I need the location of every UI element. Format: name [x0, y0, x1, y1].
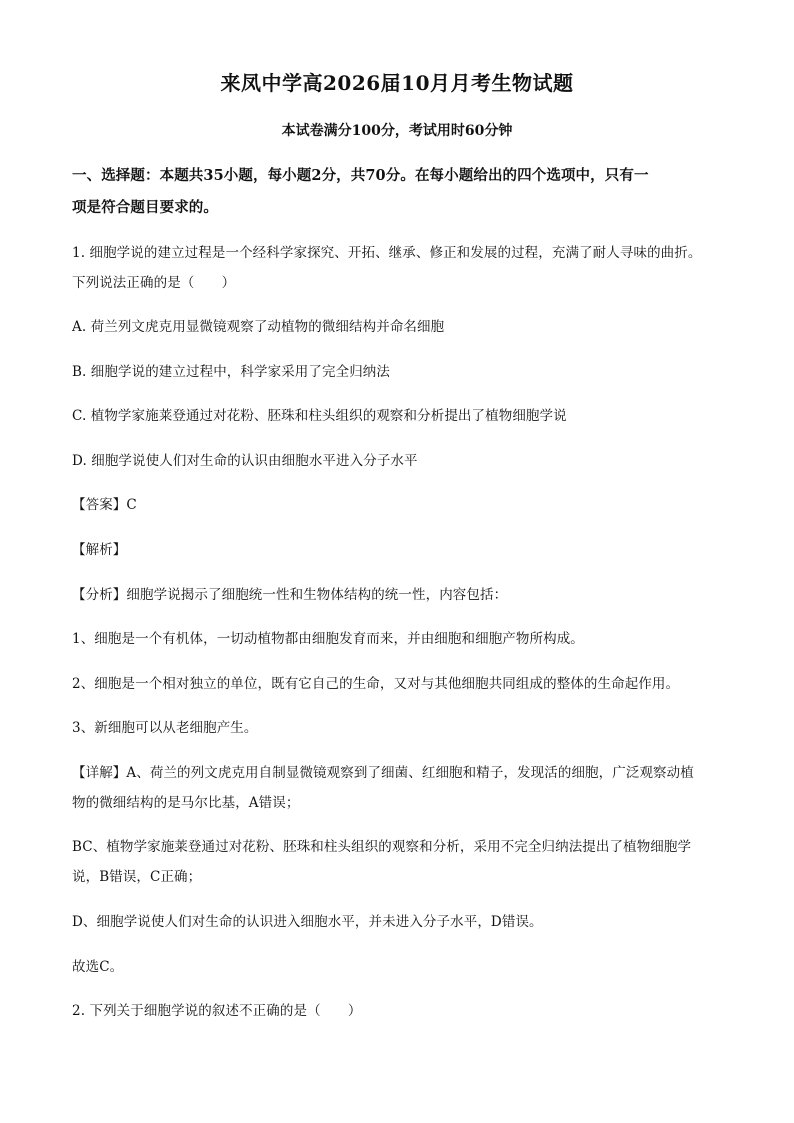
q1-detail-line-4: 说，B错误，C正确；	[72, 869, 202, 885]
section-heading-line-2: 项是符合题目要求的。	[72, 199, 218, 216]
q1-answer: 【答案】C	[72, 497, 137, 513]
q1-detail-line-3: BC、植物学家施莱登通过对花粉、胚珠和柱头组织的观察和分析，采用不完全归纳法提出了植物细胞学	[72, 839, 692, 855]
q1-stem-line-1: 1. 细胞学说的建立过程是一个经科学家探究、开拓、继承、修正和发展的过程，充满了耐人寻味的曲折。	[72, 245, 702, 261]
q1-detail-line-1: 【详解】A、荷兰的列文虎克用自制显微镜观察到了细菌、红细胞和精子，发现活的细胞，广泛观察动植	[72, 765, 694, 781]
exam-subtitle: 本试卷满分100分，考试用时60分钟	[281, 123, 513, 139]
q1-detail-line-2: 物的微细结构的是马尔比基，A错误；	[72, 795, 300, 811]
q1-option-d: D. 细胞学说使人们对生命的认识由细胞水平进入分子水平	[72, 453, 418, 469]
q1-option-c: C. 植物学家施莱登通过对花粉、胚珠和柱头组织的观察和分析提出了植物细胞学说	[72, 408, 567, 424]
q2-stem: 2. 下列关于细胞学说的叙述不正确的是（ ）	[72, 1003, 362, 1019]
q1-point-2: 2、细胞是一个相对独立的单位，既有它自己的生命，又对与其他细胞共同组成的整体的生命起作用。	[72, 676, 680, 692]
exam-title: 来凤中学高2026届10月月考生物试题	[220, 71, 574, 95]
q1-conclusion: 故选C。	[72, 959, 124, 975]
q1-stem-line-2: 下列说法正确的是（ ）	[72, 275, 236, 291]
q1-detail-line-5: D、细胞学说使人们对生命的认识进入细胞水平，并未进入分子水平，D错误。	[72, 914, 543, 930]
q1-option-a: A. 荷兰列文虎克用显微镜观察了动植物的微细结构并命名细胞	[72, 319, 445, 335]
q1-point-1: 1、细胞是一个有机体，一切动植物都由细胞发育而来，并由细胞和细胞产物所构成。	[72, 631, 584, 647]
q1-analysis-label: 【解析】	[72, 542, 127, 558]
q1-fenxi: 【分析】细胞学说揭示了细胞统一性和生物体结构的统一性，内容包括：	[72, 587, 508, 603]
section-heading-line-1: 一、选择题：本题共35小题，每小题2分，共70分。在每小题给出的四个选项中，只有一	[72, 167, 649, 184]
q1-option-b: B. 细胞学说的建立过程中，科学家采用了完全归纳法	[72, 364, 391, 380]
document-page	[72, 0, 722, 1123]
q1-point-3: 3、新细胞可以从老细胞产生。	[72, 720, 258, 736]
